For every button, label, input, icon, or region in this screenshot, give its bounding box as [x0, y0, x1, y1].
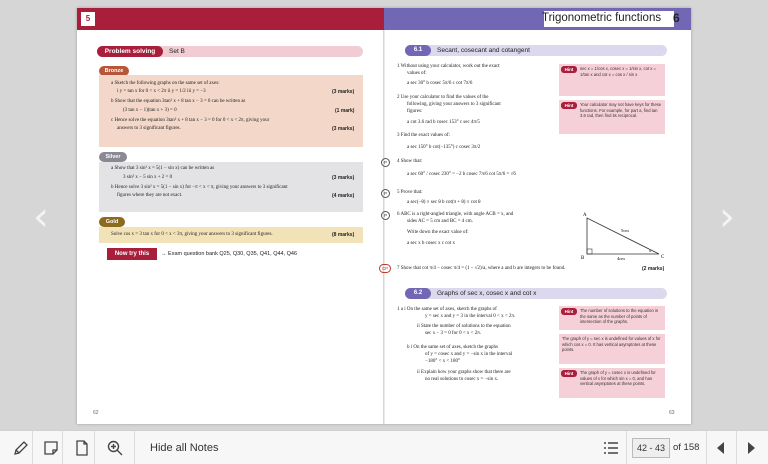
problem-solving-label: Problem solving [97, 46, 163, 57]
previous-page-arrow[interactable]: ‹ [33, 194, 49, 240]
hint-box [559, 306, 665, 330]
right-angle-mark [587, 249, 592, 254]
bronze-line: c Hence solve the equation 3tan² x + 8 tan x − 3 = 0 for 0 < x < 2π, giving your [111, 118, 270, 123]
gold-tag: Gold [99, 217, 125, 227]
exercise-line: a sec x b cosec x c cot x [407, 241, 456, 246]
bronze-tag: Bronze [99, 66, 129, 76]
next-page-icon[interactable] [742, 439, 760, 457]
p-badge: P [381, 189, 390, 198]
hint-text: The number of solutions to the equation is the same as the number of points of intersection of the graphs. [580, 308, 658, 324]
bronze-marks: (3 marks) [332, 126, 355, 132]
exercise-line: 2 Use your calculator to find the values of the [397, 95, 489, 100]
toolbar-divider [62, 431, 63, 464]
exercise-line: 6 ABC is a right-angled triangle, with angle ACB = x, and [397, 212, 514, 217]
exercise-line: no real solutions to cosec x = −sin x. [425, 377, 499, 382]
next-page-arrow[interactable]: › [719, 194, 735, 240]
hint-box [559, 334, 665, 364]
silver-line: 3 sin² x − 5 sin x + 2 = 0 [123, 175, 173, 180]
gold-marks: (8 marks) [332, 232, 355, 238]
page-icon[interactable] [73, 439, 91, 457]
note-icon[interactable] [42, 439, 60, 457]
hide-all-notes-button[interactable]: Hide all Notes [150, 442, 219, 454]
gold-line: Solve cos x = 3 tan x for 0 < x < 3π, giving your answers to 3 significant figures. [111, 232, 273, 237]
toolbar-divider [706, 431, 707, 464]
angle-x-label: x [649, 248, 652, 253]
exercise-line: 1 a i On the same set of axes, sketch the graphs of [397, 307, 497, 312]
hint-box [559, 64, 665, 96]
silver-line: figures where they are not exact. [117, 193, 183, 198]
hint-text: The graph of y = cosec x is undefined for values of x for which sin x = 0, and has vertical asymptotes at these points. [580, 370, 656, 386]
toolbar-divider [134, 431, 135, 464]
exercise-line: 5 Prove that: [397, 190, 423, 195]
vertex-b-label: B [581, 256, 585, 260]
section-6-1-title: Secant, cosecant and cotangent [437, 47, 530, 54]
bronze-line: answers to 3 significant figures. [117, 126, 181, 131]
section-6-2-title: Graphs of sec x, cosec x and cot x [437, 290, 537, 297]
now-try-this-text: → Exam question bank Q25, Q30, Q35, Q41, Q44, Q46 [161, 251, 298, 257]
exercise-line: a sec 60° / cosec 230° = −2 b cosec 7π/6 cot 5π/6 = √6 [407, 172, 516, 177]
toolbar-divider [736, 431, 737, 464]
pencil-icon[interactable] [12, 439, 30, 457]
toolbar-divider [32, 431, 33, 464]
p-badge: P [381, 211, 390, 220]
exercise-line: a sec 30° b cosec 5π/6 c cot 7π/6 [407, 81, 473, 86]
section-6-2-number: 6.2 [405, 288, 431, 299]
exercise-line: 1 Without using your calculator, work out the exact [397, 64, 500, 69]
bronze-line: a Sketch the following graphs on the same set of axes: [111, 81, 220, 86]
right-chapter-number: 6 [673, 11, 680, 25]
table-of-contents-icon[interactable] [602, 439, 620, 457]
zoom-in-icon[interactable] [106, 439, 124, 457]
p-badge: P [381, 158, 390, 167]
hint-text: Your calculator may not have keys for these functions. For example, for part a, find tan 3.6 rad, then find its reciprocal. [580, 102, 662, 118]
exercise-line: of y = cosec x and y = −sin x in the interval [425, 352, 513, 357]
hint-text: sec x = 1/cos x, cosec x = 1/sin x, cot x = 1/tan x and cot x = cos x / sin x [580, 66, 656, 77]
toolbar-divider [626, 431, 627, 464]
book-spread [77, 8, 691, 424]
exercise-line: figures: [407, 109, 423, 114]
now-try-this-label: Now try this [107, 248, 157, 260]
left-page-number: 62 [93, 410, 99, 416]
section-6-1-number: 6.1 [405, 45, 431, 56]
toolbar-divider [94, 431, 95, 464]
exercise-line: −180° < x < 180° [425, 359, 460, 364]
bronze-line: b Show that the equation 3tan² x + 8 tan x − 3 = 0 can be written as [111, 99, 246, 104]
exercise-line: 4 Show that: [397, 159, 423, 164]
exercise-line: a cot 3.6 rad b cosec 153° c sec 4π/5 [407, 120, 480, 125]
hint-label: Hint [561, 66, 577, 73]
bronze-marks: (1 mark) [335, 108, 355, 114]
exercise-line: ii State the number of solutions to the equation [417, 324, 511, 329]
silver-line: b Hence solve 3 sin² x = 5(1 − sin x) for −π < x < π, giving your answers to 3 significant [111, 185, 288, 190]
vertex-c-label: C [661, 255, 665, 260]
hint-text: The graph of y = sec x is undefined for values of x for which cos x = 0. It has vertical asymptotes at these points. [562, 336, 661, 352]
exercise-line: a sec 150° b cot(−135°) c cosec 3π/2 [407, 145, 481, 150]
right-page-title: Trigonometric functions [542, 12, 662, 24]
right-page-number: 63 [669, 410, 675, 416]
question-7-marks: (2 marks) [642, 266, 665, 272]
exercise-line: following, giving your answers to 3 significant [407, 102, 501, 107]
page-number-input[interactable]: 42 - 43 [632, 438, 670, 458]
problem-solving-set: Set B [169, 48, 185, 55]
exercise-line: y = sec x and y = 3 in the interval 0 < x < 2π. [425, 314, 516, 319]
silver-tag: Silver [99, 152, 127, 162]
reader-toolbar [0, 430, 768, 464]
exercise-line: Write down the exact value of: [407, 230, 469, 235]
exercise-line: b i On the same set of axes, sketch the graphs [407, 345, 498, 350]
hint-box [559, 368, 665, 398]
exercise-line: 7 Show that cot π/4 − cosec π/4 = (1 − √2)/a, where a and b are integers to be found. [397, 266, 566, 271]
cp-badge: CP [379, 264, 391, 273]
exercise-line: sec x − 3 = 0 for 0 < x < 2π. [425, 331, 482, 336]
base-label: 4cm [617, 256, 625, 260]
previous-page-icon[interactable] [712, 439, 730, 457]
silver-marks: (4 marks) [332, 193, 355, 199]
silver-marks: (3 marks) [332, 175, 355, 181]
left-page-header [77, 8, 384, 30]
page-total: of 158 [673, 442, 700, 453]
exercise-line: values of: [407, 71, 427, 76]
hint-label: Hint [561, 370, 577, 377]
exercise-line: a sec(−θ) ≡ sec θ b cot(π + θ) ≡ cot θ [407, 200, 481, 205]
exercise-line: ii Explain how your graphs show that there are [417, 370, 511, 375]
hint-label: Hint [561, 308, 577, 315]
vertex-a-label: A [583, 213, 587, 218]
bronze-marks: (3 marks) [332, 89, 355, 95]
exercise-line: 3 Find the exact values of: [397, 133, 450, 138]
silver-line: a Show that 3 sin² x = 5(1 − sin x) can be written as [111, 166, 215, 171]
left-chapter-tab: 5 [81, 12, 95, 26]
right-triangle-figure [577, 208, 669, 260]
hint-box [559, 100, 665, 134]
hypotenuse-label: 5cm [621, 228, 629, 233]
hint-label: Hint [561, 102, 577, 109]
exercise-line: sides AC = 5 cm and BC = 4 cm. [407, 219, 473, 224]
bronze-line: (3 tan x − 1)(tan x + 3) = 0 [123, 108, 177, 113]
bronze-line: i y = tan x for 0 < x < 2π ii y = 1/2 iii y = −3 [117, 89, 206, 94]
